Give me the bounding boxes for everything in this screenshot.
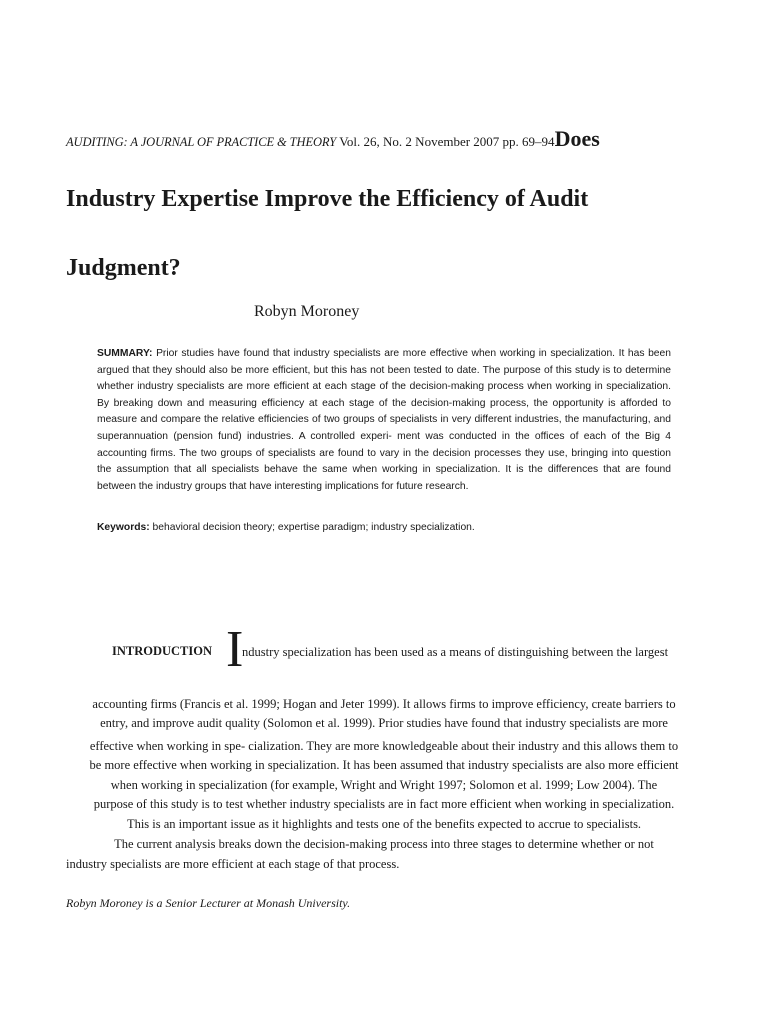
keywords-label: Keywords:	[97, 522, 150, 533]
intro-line: purpose of this study is to test whether industry specialists are in fact more efficient when working in specialization.	[93, 797, 675, 811]
intro-line: effective when working in spe- cialization. They are more knowledgeable about their industry and this allows them to	[89, 739, 679, 753]
intro-line: industry specialists are more efficient at each stage of that process.	[66, 857, 400, 871]
paper-title-line-1: Industry Expertise Improve the Efficiency of Audit	[66, 186, 589, 212]
paper-title-line-2: Judgment?	[66, 255, 181, 281]
summary-label: SUMMARY:	[97, 348, 153, 359]
journal-name: AUDITING: A JOURNAL OF PRACTICE & THEORY	[66, 135, 337, 149]
journal-header	[66, 126, 600, 152]
intro-first-line: ndustry specialization has been used as a means of distinguishing between the largest	[242, 645, 669, 659]
intro-line: accounting firms (Francis et al. 1999; Hogan and Jeter 1999). It allows firms to improve efficiency, create barriers to	[92, 697, 676, 711]
keywords-paragraph	[97, 522, 671, 533]
author-affiliation: Robyn Moroney is a Senior Lecturer at Monash University.	[66, 896, 351, 910]
title-first-word: Does	[554, 126, 600, 151]
intro-line: be more effective when working in specialization. It has been assumed that industry specialists are also more efficient	[89, 758, 679, 772]
intro-line: when working in specialization (for example, Wright and Wright 1997; Solomon et al. 1999; Low 2004). The	[110, 778, 658, 792]
summary-text: Prior studies have found that industry specialists are more effective when working in specialization. It has been argued that they should also be more efficient, but this has not been tested to date. The purpose of this study is to determine whether industry specialists are more efficient at each stage of the decision-making process when working in specialization. By breaking down and measuring efficiency at each stage of the decision-making process, the opportunity is afforded to measure and compare the relative efficiencies of two groups of specialists in very different industries, the manufacturing, and superannuation (pension fund) industries. A controlled experi- ment was conducted in the offices of each of the Big 4 accounting firms. The two groups of specialists are found to vary in the decision processes they use, bringing into question the assumption that all specialists behave the same when working in specialization. It is the differences that are found between the industry groups that have interesting implications for future research.	[97, 348, 671, 492]
introduction-heading: INTRODUCTION	[112, 644, 213, 658]
intro-line: This is an important issue as it highlights and tests one of the benefits expected to accrue to specialists.	[126, 817, 642, 831]
author-name: Robyn Moroney	[254, 303, 360, 320]
intro-line: entry, and improve audit quality (Solomon et al. 1999). Prior studies have found that industry specialists are more	[100, 716, 668, 730]
drop-cap: I	[226, 621, 244, 678]
keywords-text: behavioral decision theory; expertise paradigm; industry specialization.	[152, 522, 475, 533]
intro-line: The current analysis breaks down the decision-making process into three stages to determine whether or not	[114, 837, 654, 851]
issue-info: Vol. 26, No. 2 November 2007 pp. 69–94	[339, 134, 555, 149]
summary-paragraph	[97, 346, 671, 495]
